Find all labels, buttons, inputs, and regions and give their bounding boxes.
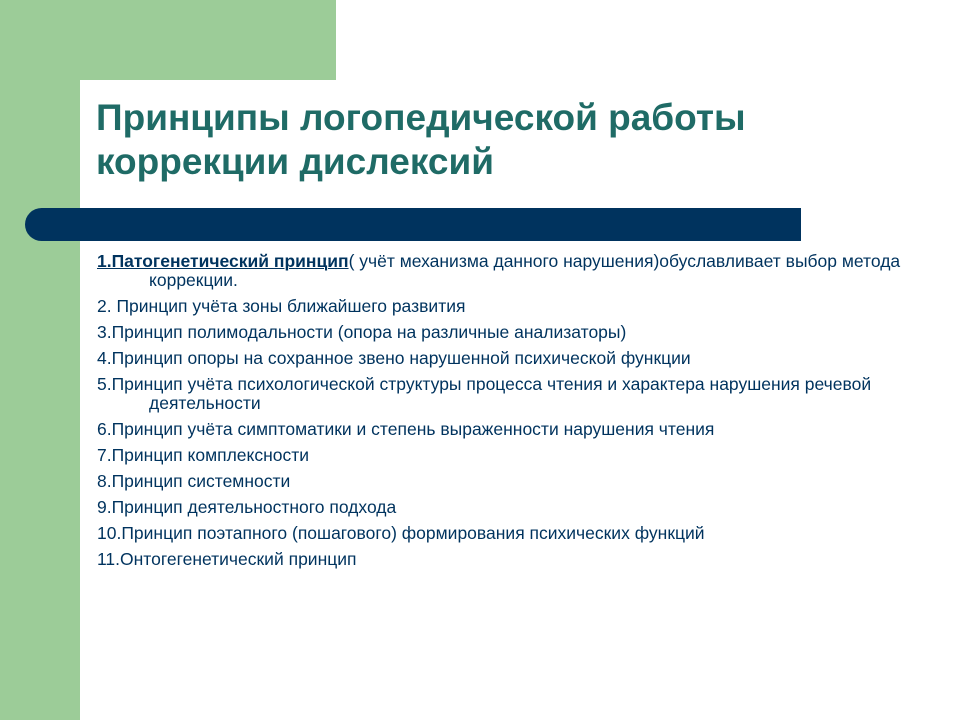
slide-title-line-1: Принципы логопедической работы bbox=[96, 97, 746, 138]
list-item: 10.Принцип поэтапного (пошагового) формирования психических функций bbox=[97, 523, 705, 543]
list-item: 2. Принцип учёта зоны ближайшего развития bbox=[97, 296, 466, 316]
slide-title-line-2: коррекции дислексий bbox=[96, 141, 494, 182]
list-item-rest: ( учёт механизма данного нарушения)обуславливает выбор метода коррекции. bbox=[149, 251, 901, 290]
list-item: 8.Принцип системности bbox=[97, 471, 291, 491]
green-top-decoration bbox=[0, 0, 336, 80]
green-sidebar-decoration bbox=[0, 0, 80, 720]
slide-title bbox=[96, 96, 896, 184]
list-item: 11.Онтогегенетический принцип bbox=[97, 549, 357, 569]
list-item: 5.Принцип учёта психологической структуры процесса чтения и характера нарушения речевой деятельности bbox=[97, 374, 872, 413]
list-item bbox=[97, 252, 937, 290]
list-item: 6.Принцип учёта симптоматики и степень выраженности нарушения чтения bbox=[97, 419, 715, 439]
title-divider-bar bbox=[25, 208, 801, 241]
list-item: 3.Принцип полимодальности (опора на различные анализаторы) bbox=[97, 322, 627, 342]
principles-list bbox=[97, 252, 937, 576]
list-item-strong: 1.Патогенетический принцип bbox=[97, 251, 349, 271]
list-item: 4.Принцип опоры на сохранное звено нарушенной психической функции bbox=[97, 348, 691, 368]
list-item: 9.Принцип деятельностного подхода bbox=[97, 497, 397, 517]
list-item: 7.Принцип комплексности bbox=[97, 445, 310, 465]
